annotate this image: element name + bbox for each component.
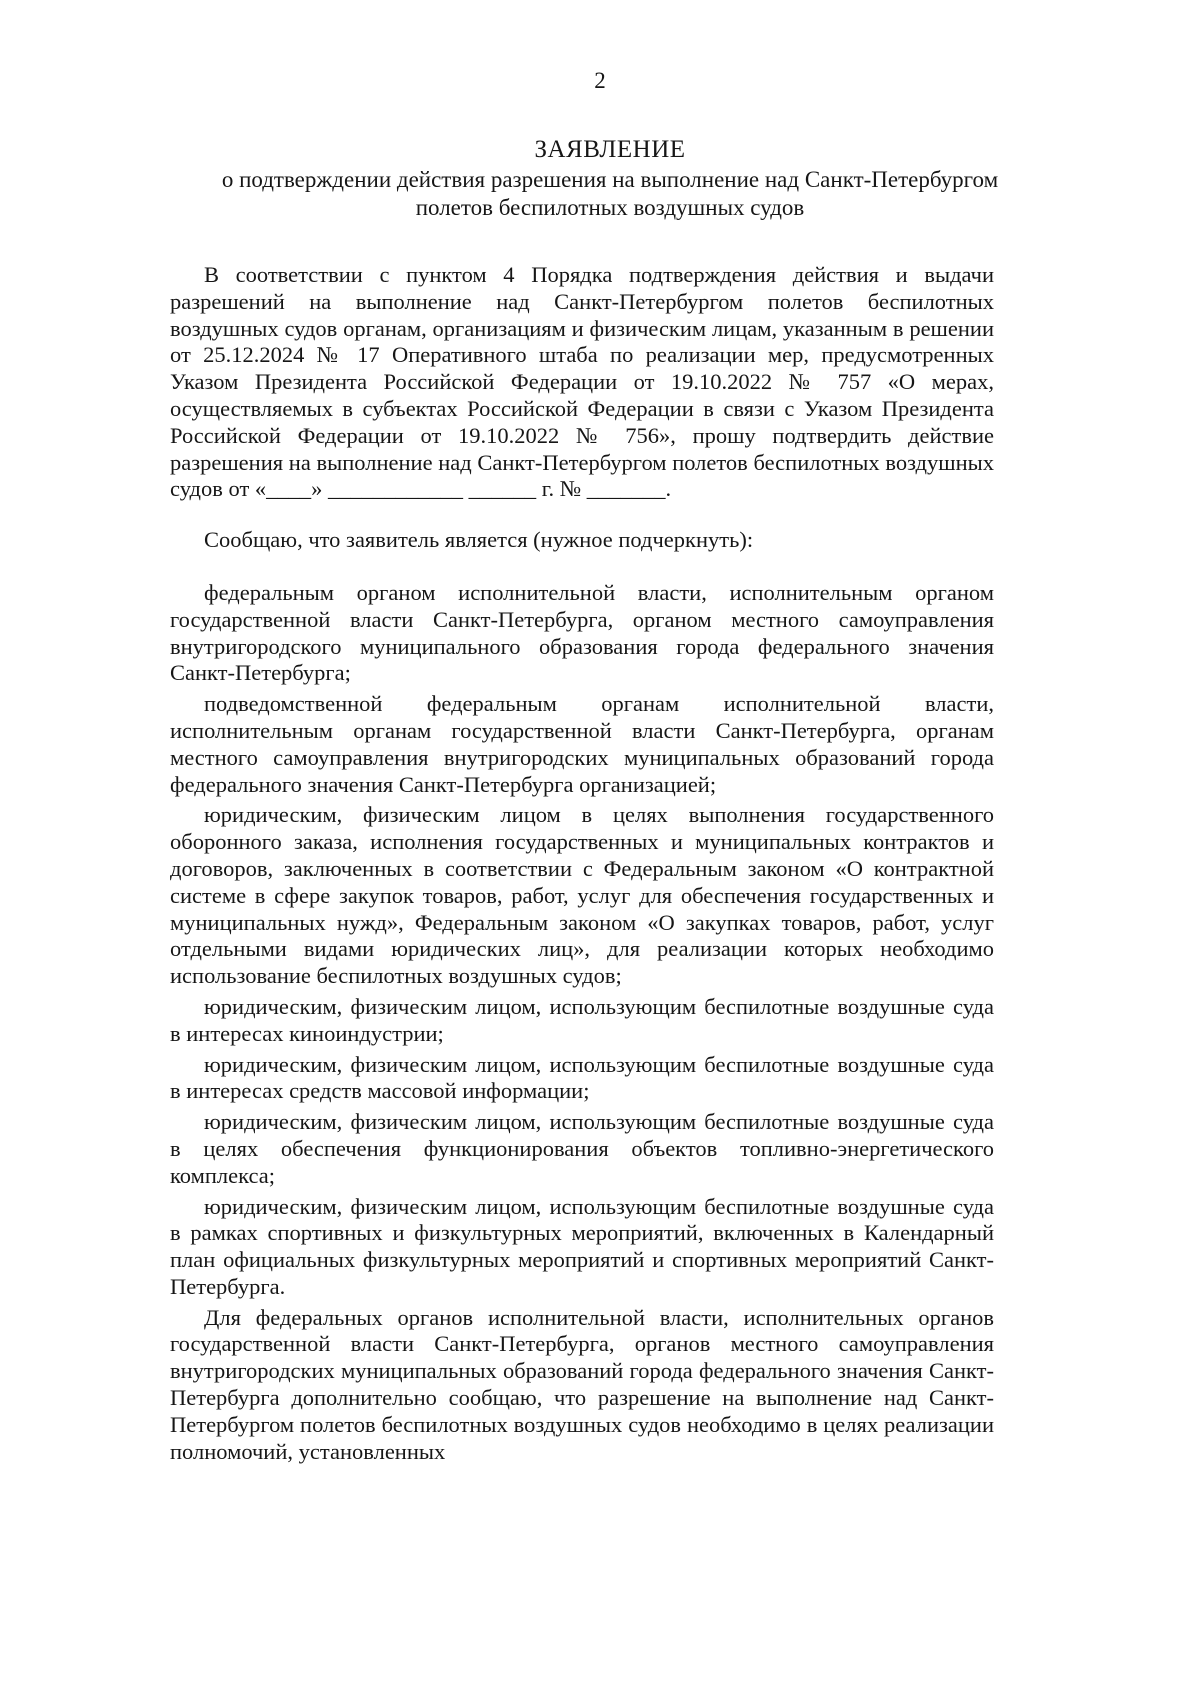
document-header <box>200 134 1020 222</box>
permit-date-number-blanks: от «____» ____________ ______ г. № _______. <box>228 476 672 502</box>
document-body <box>170 262 994 1465</box>
applicant-option-mass-media: юридическим, физическим лицом, использующим беспилотные воздушные суда в интересах средств массовой информации; <box>170 1051 994 1104</box>
applicant-statement: Сообщаю, что заявитель является (нужное подчеркнуть): <box>204 527 754 553</box>
applicant-option-federal-body: федеральным органом исполнительной власти, исполнительным органом государственной власти Санкт-Петербурга, органом местного самоуправления внутригородского муниципального образования города федерального значения Санкт-Петербурга; <box>170 579 994 686</box>
applicant-option-subordinate-organization: подведомственной федеральным органам исполнительной власти, исполнительным органам государственной власти Санкт-Петербурга, органам местного самоуправления внутригородских муниципальных образований города федерального значения Санкт-Петербурга организацией; <box>170 691 994 797</box>
document-subtitle-line-2: полетов беспилотных воздушных судов <box>415 195 805 220</box>
document-subtitle-line-1: о подтверждении действия разрешения на выполнение над Санкт-Петербургом <box>221 167 999 192</box>
applicant-option-film-industry: юридическим, физическим лицом, использующим беспилотные воздушные суда в интересах киноиндустрии; <box>170 993 994 1046</box>
document-title: ЗАЯВЛЕНИЕ <box>534 136 686 163</box>
applicant-option-fuel-energy: юридическим, физическим лицом, использующим беспилотные воздушные суда в целях обеспечения функционирования объектов топливно-энергетического комплекса; <box>170 1109 994 1188</box>
intro-paragraph-text: В соответствии с пунктом 4 Порядка подтверждения действия и выдачи разрешений на выполнение над Санкт-Петербургом полетов беспилотных воздушных судов органам, организациям и физическим лицам, указанным в решении от 25.12.2024 № 17 Оперативного штаба по реализации мер, предусмотренных Указом Президента Российской Федерации от 19.10.2022 № 757 «О мерах, осуществляемых в субъектах Российской Федерации в связи с Указом Президента Российской Федерации от 19.10.2022 № 756», прошу подтвердить действие разрешения на выполнение над Санкт-Петербургом полетов беспилотных воздушных судов <box>170 262 994 502</box>
intro-paragraph <box>170 262 994 503</box>
page-number: 2 <box>594 68 606 93</box>
applicant-option-sports-events: юридическим, физическим лицом, использующим беспилотные воздушные суда в рамках спортивных и физкультурных мероприятий, включенных в Календарный план официальных физкультурных мероприятий и спортивных мероприятий Санкт-Петербурга. <box>170 1193 994 1299</box>
closing-paragraph: Для федеральных органов исполнительной власти, исполнительных органов государственной власти Санкт-Петербурга, органов местного самоуправления внутригородских муниципальных образований города федерального значения Санкт-Петербурга дополнительно сообщаю, что разрешение на выполнение над Санкт-Петербургом полетов беспилотных воздушных судов необходимо в целях реализации полномочий, установленных <box>170 1304 994 1464</box>
applicant-option-state-contracts: юридическим, физическим лицом в целях выполнения государственного оборонного заказа, исполнения государственных и муниципальных контрактов и договоров, заключенных в соответствии с Федеральным законом «О контрактной системе в сфере закупок товаров, работ, услуг для обеспечения государственных и муниципальных нужд», Федеральным законом «О закупках товаров, работ, услуг отдельными видами юридических лиц», для реализации которых необходимо использование беспилотных воздушных судов; <box>170 802 994 989</box>
